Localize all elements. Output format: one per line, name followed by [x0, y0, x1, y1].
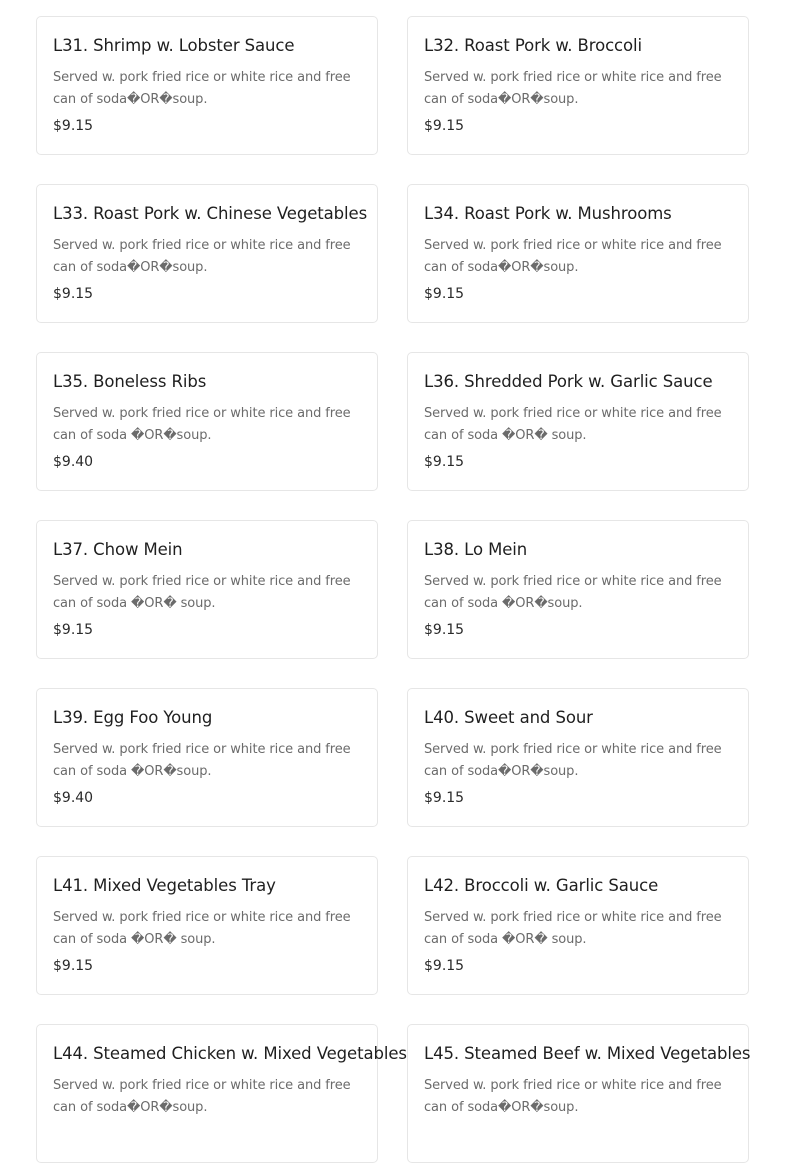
menu-item-card-l40[interactable] — [407, 688, 749, 827]
menu-item-description: Served w. pork fried rice or white rice and free can of soda �OR� soup. — [53, 574, 351, 611]
menu-item-price: $9.15 — [424, 790, 465, 806]
menu-item-card-l32[interactable] — [407, 16, 749, 155]
menu-item-name: L37. Chow Mein — [53, 540, 183, 559]
menu-item-price: $9.15 — [424, 286, 465, 302]
menu-item-name: L44. Steamed Chicken w. Mixed Vegetables — [53, 1044, 407, 1063]
menu-item-name: L35. Boneless Ribs — [53, 372, 207, 391]
menu-item-name: L34. Roast Pork w. Mushrooms — [424, 204, 672, 223]
menu-item-price: $9.15 — [424, 118, 465, 134]
menu-item-name: L32. Roast Pork w. Broccoli — [424, 36, 642, 55]
menu-item-description: Served w. pork fried rice or white rice and free can of soda �OR� soup. — [424, 910, 722, 947]
menu-item-description: Served w. pork fried rice or white rice and free can of soda�OR�soup. — [424, 742, 722, 779]
menu-item-price: $9.15 — [424, 454, 465, 470]
menu-item-name: L31. Shrimp w. Lobster Sauce — [53, 36, 295, 55]
menu-item-description: Served w. pork fried rice or white rice and free can of soda�OR�soup. — [424, 238, 722, 275]
menu-item-card-l38[interactable] — [407, 520, 749, 659]
menu-item-card-l45[interactable] — [407, 1024, 749, 1163]
menu-item-card-l36[interactable] — [407, 352, 749, 491]
menu-item-price: $9.15 — [53, 958, 94, 974]
menu-item-description: Served w. pork fried rice or white rice and free can of soda�OR�soup. — [53, 238, 351, 275]
menu-item-card-l42[interactable] — [407, 856, 749, 995]
menu-item-card-l39[interactable] — [36, 688, 378, 827]
menu-item-name: L36. Shredded Pork w. Garlic Sauce — [424, 372, 713, 391]
menu-item-card-l41[interactable] — [36, 856, 378, 995]
menu-item-name: L33. Roast Pork w. Chinese Vegetables — [53, 204, 368, 223]
menu-item-name: L40. Sweet and Sour — [424, 708, 593, 727]
menu-item-card-l31[interactable] — [36, 16, 378, 155]
menu-item-name: L41. Mixed Vegetables Tray — [53, 876, 276, 895]
menu-item-description: Served w. pork fried rice or white rice and free can of soda �OR� soup. — [424, 406, 722, 443]
menu-item-price: $9.15 — [53, 118, 94, 134]
menu-item-card-l34[interactable] — [407, 184, 749, 323]
menu-item-price: $9.15 — [424, 958, 465, 974]
menu-item-description: Served w. pork fried rice or white rice and free can of soda�OR�soup. — [53, 70, 351, 107]
menu-item-description: Served w. pork fried rice or white rice and free can of soda �OR�soup. — [53, 742, 351, 779]
menu-item-description: Served w. pork fried rice or white rice and free can of soda �OR� soup. — [53, 910, 351, 947]
menu-item-card-l44[interactable] — [36, 1024, 407, 1163]
menu-item-card-l37[interactable] — [36, 520, 378, 659]
menu-item-card-l35[interactable] — [36, 352, 378, 491]
menu-item-name: L39. Egg Foo Young — [53, 708, 213, 727]
menu-item-name: L38. Lo Mein — [424, 540, 528, 559]
menu-item-price: $9.15 — [53, 622, 94, 638]
menu-item-name: L42. Broccoli w. Garlic Sauce — [424, 876, 659, 895]
menu-item-name: L45. Steamed Beef w. Mixed Vegetables — [424, 1044, 751, 1063]
menu-item-price: $9.40 — [53, 790, 94, 806]
menu-item-price: $9.40 — [53, 454, 94, 470]
menu-item-grid — [36, 0, 749, 1163]
menu-item-description: Served w. pork fried rice or white rice and free can of soda�OR�soup. — [424, 70, 722, 107]
menu-item-card-l33[interactable] — [36, 184, 378, 323]
menu-item-description: Served w. pork fried rice or white rice and free can of soda�OR�soup. — [424, 1078, 722, 1115]
menu-item-price: $9.15 — [424, 622, 465, 638]
menu-item-price: $9.15 — [53, 286, 94, 302]
menu-item-description: Served w. pork fried rice or white rice and free can of soda �OR�soup. — [53, 406, 351, 443]
menu-item-description: Served w. pork fried rice or white rice and free can of soda�OR�soup. — [53, 1078, 351, 1115]
menu-item-description: Served w. pork fried rice or white rice and free can of soda �OR�soup. — [424, 574, 722, 611]
